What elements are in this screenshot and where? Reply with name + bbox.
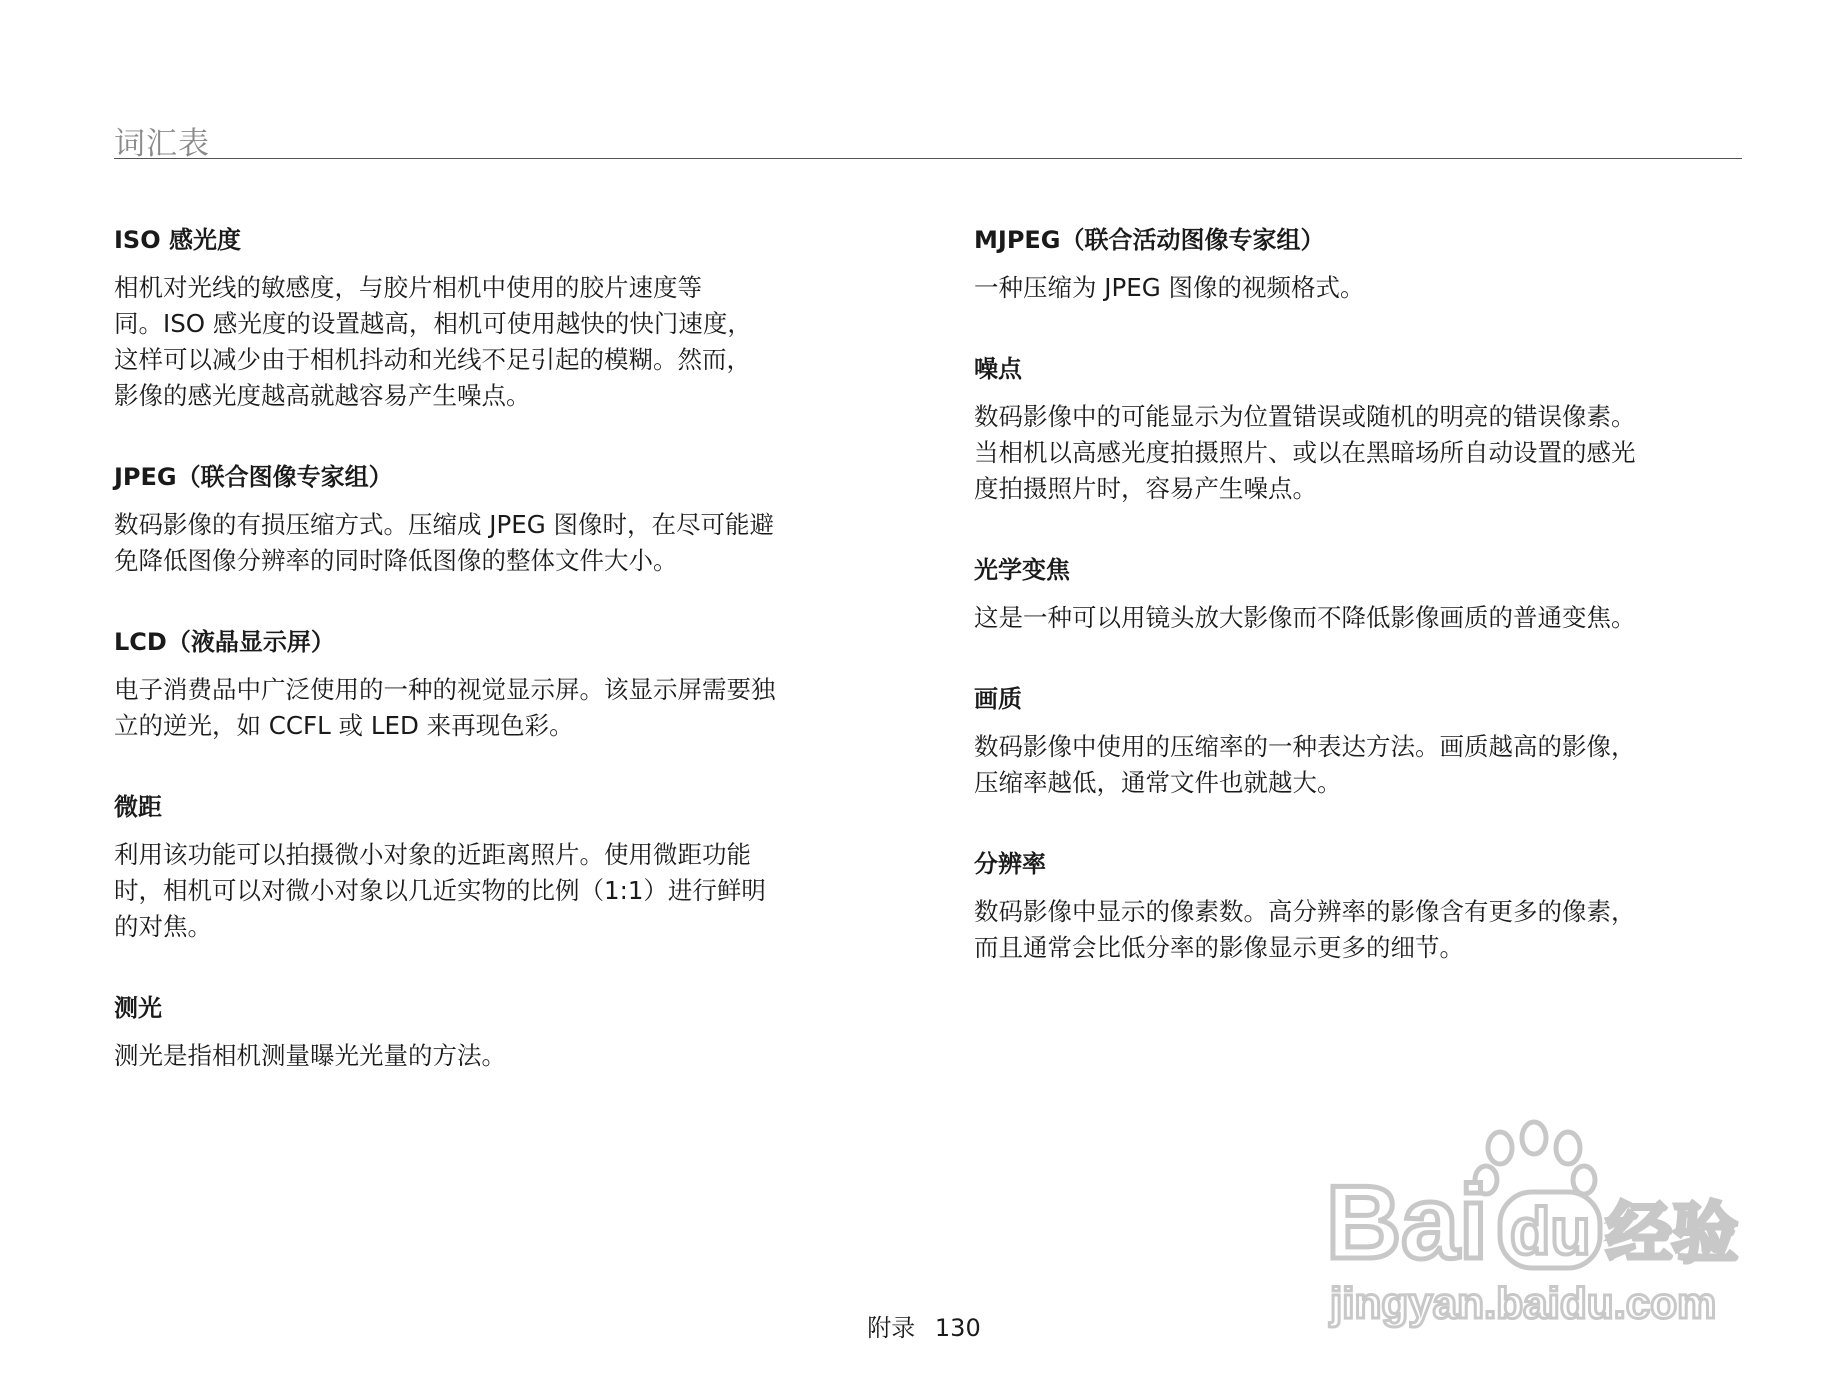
definition-line: 电子消费品中广泛使用的一种的视觉显示屏。该显示屏需要独 — [114, 675, 776, 704]
definition-line: 数码影像中的可能显示为位置错误或随机的明亮的错误像素。 — [974, 402, 1636, 431]
definition-line: 立的逆光，如 CCFL 或 LED 来再现色彩。 — [114, 711, 574, 740]
glossary-definition — [114, 672, 914, 744]
glossary-term: ISO 感光度 — [114, 226, 241, 254]
glossary-entry-quality — [974, 677, 1754, 801]
definition-line: 测光是指相机测量曝光光量的方法。 — [114, 1041, 506, 1070]
glossary-right-column — [974, 218, 1754, 1007]
glossary-definition — [114, 837, 914, 945]
glossary-term: JPEG（联合图像专家组） — [114, 463, 393, 491]
glossary-definition — [114, 507, 914, 579]
svg-text:du: du — [1510, 1194, 1591, 1268]
glossary-term: 画质 — [974, 685, 1022, 713]
glossary-term: 测光 — [114, 994, 162, 1022]
glossary-left-column — [114, 218, 914, 1115]
definition-line: 免降低图像分辨率的同时降低图像的整体文件大小。 — [114, 546, 678, 575]
glossary-definition — [974, 600, 1754, 636]
glossary-definition — [974, 729, 1754, 801]
glossary-entry-jpeg — [114, 455, 914, 579]
svg-text:经验: 经验 — [1606, 1195, 1738, 1272]
glossary-entry-macro — [114, 785, 914, 945]
definition-line: 时，相机可以对微小对象以几近实物的比例（1:1）进行鲜明 — [114, 876, 766, 905]
glossary-entry-lcd — [114, 620, 914, 744]
definition-line: 压缩率越低，通常文件也就越大。 — [974, 768, 1342, 797]
glossary-term: LCD（液晶显示屏） — [114, 628, 335, 656]
svg-text:Bai: Bai — [1326, 1165, 1488, 1281]
footer-section-label: 附录 — [867, 1314, 916, 1342]
glossary-entry-resolution — [974, 842, 1754, 966]
glossary-definition — [974, 270, 1754, 306]
glossary-definition — [974, 399, 1754, 507]
glossary-term: MJPEG（联合活动图像专家组） — [974, 226, 1325, 254]
svg-text:jingyan.baidu.com: jingyan.baidu.com — [1330, 1279, 1717, 1328]
page-header — [114, 112, 1742, 162]
page-title: 词汇表 — [114, 126, 210, 162]
glossary-term: 光学变焦 — [974, 556, 1070, 584]
glossary-definition — [114, 1038, 914, 1074]
glossary-term: 微距 — [114, 793, 162, 821]
glossary-entry-iso — [114, 218, 914, 414]
page-number: 130 — [934, 1314, 981, 1342]
glossary-entry-noise — [974, 347, 1754, 507]
definition-line: 当相机以高感光度拍摄照片、或以在黑暗场所自动设置的感光 — [974, 438, 1636, 467]
definition-line: 这是一种可以用镜头放大影像而不降低影像画质的普通变焦。 — [974, 603, 1636, 632]
definition-line: 同。ISO 感光度的设置越高，相机可使用越快的快门速度， — [114, 309, 752, 338]
definition-line: 度拍摄照片时，容易产生噪点。 — [974, 474, 1317, 503]
glossary-definition — [974, 894, 1754, 966]
baidu-jingyan-watermark — [1316, 1118, 1748, 1336]
definition-line: 数码影像中使用的压缩率的一种表达方法。画质越高的影像， — [974, 732, 1636, 761]
glossary-term: 分辨率 — [974, 850, 1046, 878]
definition-line: 的对焦。 — [114, 912, 212, 941]
definition-line: 一种压缩为 JPEG 图像的视频格式。 — [974, 273, 1365, 302]
glossary-entry-mjpeg — [974, 218, 1754, 306]
definition-line: 影像的感光度越高就越容易产生噪点。 — [114, 381, 531, 410]
glossary-entry-metering — [114, 986, 914, 1074]
definition-line: 相机对光线的敏感度，与胶片相机中使用的胶片速度等 — [114, 273, 702, 302]
glossary-term: 噪点 — [974, 355, 1022, 383]
definition-line: 数码影像中显示的像素数。高分辨率的影像含有更多的像素， — [974, 897, 1636, 926]
definition-line: 而且通常会比低分率的影像显示更多的细节。 — [974, 933, 1464, 962]
definition-line: 这样可以减少由于相机抖动和光线不足引起的模糊。然而， — [114, 345, 751, 374]
paw-print-icon — [1475, 1122, 1595, 1194]
glossary-entry-optical-zoom — [974, 548, 1754, 636]
definition-line: 数码影像的有损压缩方式。压缩成 JPEG 图像时，在尽可能避 — [114, 510, 775, 539]
glossary-definition — [114, 270, 914, 414]
definition-line: 利用该功能可以拍摄微小对象的近距离照片。使用微距功能 — [114, 840, 751, 869]
